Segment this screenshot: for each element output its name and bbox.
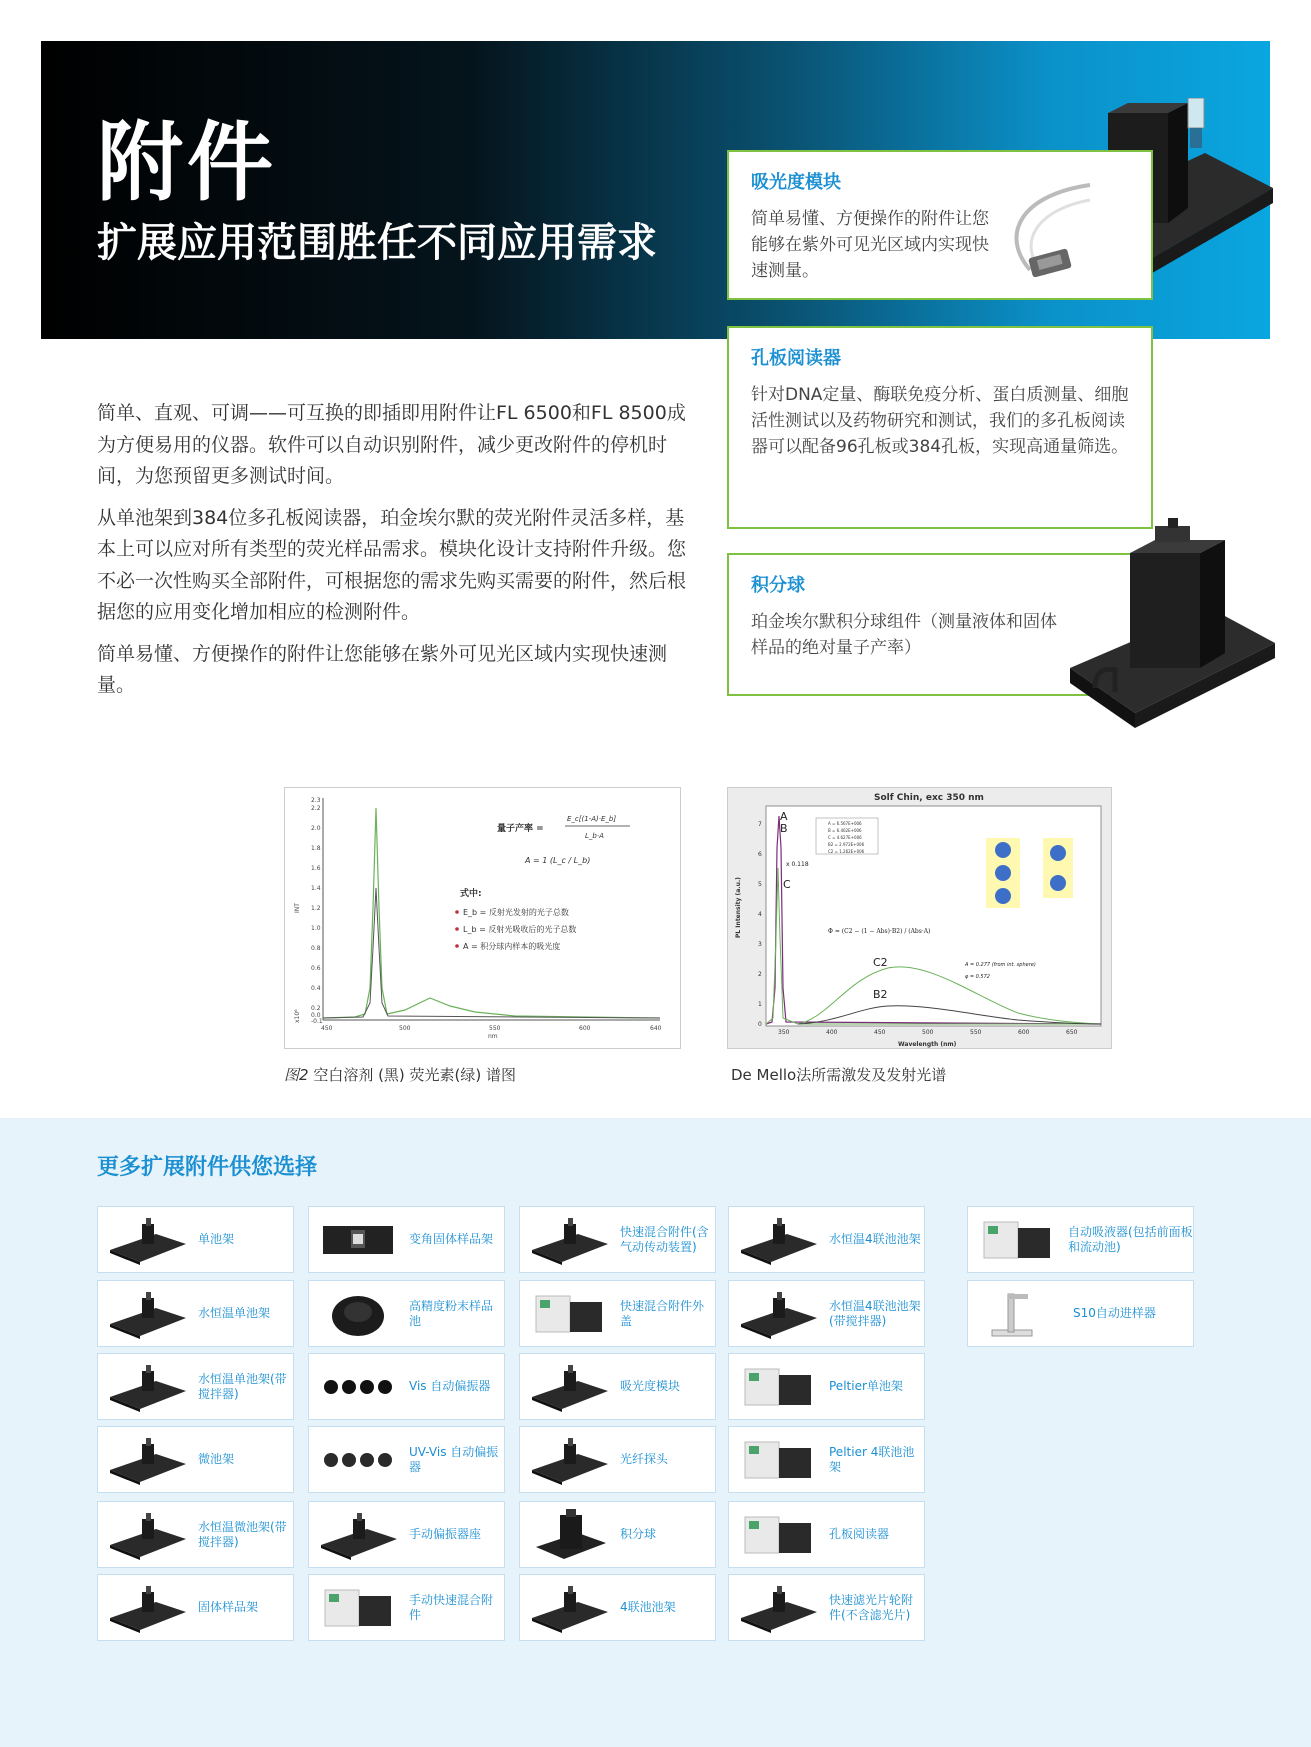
- accessory-thumbnail: [528, 1359, 610, 1414]
- formula-numerator: E_c[(1-A)·E_b]: [567, 815, 617, 823]
- formula-denominator: L_b·A: [585, 832, 604, 840]
- y-tick: 0.6: [311, 965, 321, 972]
- x-tick: 600: [1018, 1029, 1030, 1036]
- figure-2-caption: De Mello法所需激发及发射光谱: [731, 1066, 947, 1084]
- accessory-label: 吸光度模块: [620, 1379, 681, 1393]
- x-tick: 500: [922, 1029, 934, 1036]
- intro-paragraph-1: 简单、直观、可调——可互换的即插即用附件让FL 6500和FL 8500成为方便易用的仪器。软件可以自动识别附件，减少更改附件的停机时间，为您预留更多测试时间。: [97, 402, 686, 487]
- x-tick: 450: [874, 1029, 886, 1036]
- accessory-label: Peltier 4联池池架: [829, 1444, 915, 1474]
- accessory-card[interactable]: [728, 1353, 925, 1420]
- accessory-card[interactable]: [97, 1280, 294, 1347]
- intro-paragraph-2: 从单池架到384位多孔板阅读器，珀金埃尔默的荧光附件灵活多样，基本上可以应对所有类型的荧光样品需求。模块化设计支持附件升级。您不必一次性购买全部附件，可根据您的需求先购买需要的附件，然后根据您的应用变化增加相应的检测附件。: [97, 506, 687, 623]
- accessory-card[interactable]: [967, 1280, 1194, 1347]
- y-tick: 0.0: [311, 1012, 321, 1019]
- accessory-thumbnail: [106, 1286, 188, 1341]
- feature-text: 珀金埃尔默积分球组件（测量液体和固体样品的绝对量子产率）: [751, 612, 1057, 658]
- annotation: φ = 0.572: [965, 974, 990, 980]
- y-tick: 1.0: [311, 925, 321, 932]
- x-tick: 400: [826, 1029, 838, 1036]
- accessory-card[interactable]: [519, 1501, 716, 1568]
- accessory-thumbnail: [978, 1286, 1038, 1341]
- accessory-thumbnail: [106, 1507, 188, 1562]
- accessory-card[interactable]: [308, 1574, 505, 1641]
- y-axis-label: INT: [294, 903, 301, 913]
- accessory-thumbnail: [737, 1432, 819, 1487]
- accessory-thumbnail: [737, 1212, 819, 1267]
- accessory-label: 水恒温4联池池架: [829, 1232, 921, 1246]
- x-tick: 550: [489, 1025, 501, 1032]
- accessory-thumbnail: [317, 1580, 399, 1635]
- accessory-thumbnail: [317, 1359, 399, 1414]
- caption-figure-number: 图2: [284, 1066, 309, 1084]
- accessory-card[interactable]: [519, 1353, 716, 1420]
- accessory-thumbnail: [528, 1432, 610, 1487]
- feature-title: 孔板阅读器: [751, 348, 841, 369]
- accessory-card[interactable]: [519, 1206, 716, 1273]
- accessory-card[interactable]: [308, 1206, 505, 1273]
- page-subtitle: 扩展应用范围胜任不同应用需求: [97, 220, 657, 266]
- formula-label: 量子产率 =: [497, 824, 544, 834]
- accessory-card[interactable]: [97, 1353, 294, 1420]
- accessory-thumbnail: [528, 1286, 610, 1341]
- legend-item: C2 = 1.262E+006: [828, 849, 865, 854]
- figure-spectrum-1: [284, 787, 681, 1049]
- annotation: x 0.118: [786, 861, 809, 868]
- legend-item: E_b = 反射光发射的光子总数: [463, 908, 569, 917]
- accessory-thumbnail: [106, 1432, 188, 1487]
- peak-label: B2: [873, 988, 888, 1001]
- y-axis-exponent: x10⁶: [294, 1009, 301, 1023]
- accessory-card[interactable]: [728, 1426, 925, 1493]
- accessories-title: 更多扩展附件供您选择: [97, 1155, 318, 1180]
- spectrum-1-chart: [285, 788, 682, 1050]
- accessory-thumbnail: [737, 1286, 819, 1341]
- peak-label: B: [780, 822, 788, 835]
- y-tick: 2: [758, 971, 762, 978]
- accessory-label: 水恒温单池架: [198, 1306, 271, 1320]
- legend-item: B = 6.402E+006: [828, 828, 862, 833]
- accessory-label: 手动快速混合附件: [409, 1592, 494, 1622]
- y-tick: 1.6: [311, 865, 321, 872]
- y-tick: 1.2: [311, 905, 321, 912]
- intro-paragraph-3: 简单易懂、方便操作的附件让您能够在紫外可见光区域内实现快速测量。: [97, 642, 668, 696]
- y-tick: 7: [758, 821, 762, 828]
- accessory-label: 自动吸液器(包括前面板和流动池): [1068, 1224, 1193, 1254]
- accessory-card[interactable]: [308, 1280, 505, 1347]
- y-tick: -0.1: [311, 1018, 323, 1025]
- accessory-label: 光纤探头: [620, 1452, 669, 1466]
- x-tick: 550: [970, 1029, 982, 1036]
- y-tick: 2.2: [311, 805, 321, 812]
- accessory-thumbnail: [737, 1359, 819, 1414]
- y-tick: 5: [758, 881, 762, 888]
- accessory-card[interactable]: [308, 1353, 505, 1420]
- figure-1-caption: [284, 1064, 516, 1085]
- accessory-card[interactable]: [308, 1426, 505, 1493]
- peak-label: A: [780, 810, 788, 823]
- accessory-label: S10自动进样器: [1073, 1306, 1156, 1320]
- figure-spectrum-2: [727, 787, 1112, 1049]
- accessory-card[interactable]: [519, 1574, 716, 1641]
- accessory-label: 变角固体样品架: [409, 1232, 494, 1246]
- accessory-label: 快速混合附件外盖: [620, 1298, 705, 1328]
- y-tick: 0.2: [311, 1005, 321, 1012]
- formula-absorbance: A = 1 (L_c / L_b): [525, 856, 591, 865]
- accessory-card[interactable]: [97, 1206, 294, 1273]
- x-tick: 450: [321, 1025, 333, 1032]
- accessory-label: Peltier单池架: [829, 1379, 903, 1393]
- x-tick: 600: [579, 1025, 591, 1032]
- accessory-thumbnail: [106, 1212, 188, 1267]
- accessory-label: 快速滤光片轮附件(不含滤光片): [829, 1592, 914, 1622]
- accessory-card[interactable]: [967, 1206, 1194, 1273]
- y-tick: 1.4: [311, 885, 321, 892]
- spectrum-2-chart: [728, 788, 1113, 1050]
- y-tick: 0.8: [311, 945, 321, 952]
- caption-text: 空白溶剂 (黑) 荧光素(绿) 谱图: [308, 1066, 517, 1084]
- x-tick: 640: [650, 1025, 662, 1032]
- accessory-label: 手动偏振器座: [409, 1527, 482, 1541]
- legend-item: L_b = 反射光吸收后的光子总数: [463, 925, 577, 934]
- y-tick: 3: [758, 941, 762, 948]
- feature-text: 简单易懂、方便操作的附件让您能够在紫外可见光区域内实现快速测量。: [751, 209, 989, 281]
- accessory-thumbnail: [317, 1507, 399, 1562]
- accessory-thumbnail: [976, 1212, 1058, 1267]
- accessory-label: 固体样品架: [198, 1600, 259, 1614]
- accessory-card[interactable]: [308, 1501, 505, 1568]
- accessory-label: 水恒温单池架(带搅拌器): [198, 1371, 287, 1401]
- accessory-card[interactable]: [97, 1426, 294, 1493]
- chart-title: Solf Chin, exc 350 nm: [874, 793, 984, 803]
- accessory-card[interactable]: [519, 1280, 716, 1347]
- accessory-label: 水恒温微池架(带搅拌器): [198, 1519, 287, 1549]
- accessory-label: UV-Vis 自动偏振器: [409, 1444, 499, 1474]
- accessory-label: 单池架: [198, 1232, 235, 1246]
- accessory-label: 快速混合附件(含气动传动装置): [620, 1224, 709, 1254]
- absorbance-cable-image: [1000, 175, 1095, 285]
- feature-plate-reader: [727, 326, 1153, 529]
- feature-title: 吸光度模块: [751, 172, 841, 193]
- intro-text: [97, 398, 689, 712]
- y-tick: 6: [758, 851, 762, 858]
- accessory-label: 4联池池架: [620, 1600, 676, 1614]
- accessory-thumbnail: [737, 1580, 819, 1635]
- accessory-thumbnail: [106, 1359, 188, 1414]
- accessory-label: 微池架: [198, 1452, 235, 1466]
- y-tick: 2.3: [311, 797, 321, 804]
- accessory-label: 积分球: [620, 1527, 657, 1541]
- accessory-card[interactable]: [728, 1574, 925, 1641]
- legend-title: 式中:: [460, 889, 482, 899]
- y-tick: 4: [758, 911, 762, 918]
- feature-text: 针对DNA定量、酶联免疫分析、蛋白质测量、细胞活性测试以及药物研究和测试，我们的多孔板阅读器可以配备96孔板或384孔板，实现高通量筛选。: [751, 385, 1129, 457]
- y-tick: 0: [758, 1021, 762, 1028]
- x-tick: 350: [778, 1029, 790, 1036]
- x-axis-label: Wavelength (nm): [898, 1041, 957, 1048]
- x-axis-label: nm: [488, 1033, 498, 1040]
- accessory-label: 水恒温4联池池架(带搅拌器): [829, 1298, 921, 1328]
- y-axis-label: PL Intensity (a.u.): [735, 877, 742, 938]
- accessory-label: Vis 自动偏振器: [409, 1379, 491, 1393]
- accessory-thumbnail: [317, 1212, 399, 1267]
- legend-item: A = 6.567E+006: [828, 821, 862, 826]
- accessory-thumbnail: [737, 1507, 819, 1562]
- y-tick: 0.4: [311, 985, 321, 992]
- page-title: 附件: [97, 113, 277, 213]
- y-tick: 2.0: [311, 825, 321, 832]
- peak-label: C: [783, 878, 791, 891]
- accessory-thumbnail: [528, 1212, 610, 1267]
- accessory-thumbnail: [317, 1286, 399, 1341]
- accessory-card[interactable]: [97, 1501, 294, 1568]
- formula: Φ = (C2 − (1 − Abs)·B2) / (Abs·A): [828, 928, 931, 935]
- accessory-label: 高精度粉末样品池: [409, 1298, 494, 1328]
- accessory-card[interactable]: [728, 1206, 925, 1273]
- legend-item: A = 积分球内样本的吸光度: [463, 942, 561, 951]
- x-tick: 500: [399, 1025, 411, 1032]
- integrating-sphere-image: [1060, 518, 1275, 731]
- y-tick: 1: [758, 1001, 762, 1008]
- accessory-thumbnail: [317, 1432, 399, 1487]
- feature-title: 积分球: [751, 575, 805, 596]
- accessory-thumbnail: [528, 1507, 610, 1562]
- accessory-thumbnail: [528, 1580, 610, 1635]
- legend-item: B2 = 2.972E+006: [828, 842, 865, 847]
- peak-label: C2: [873, 956, 888, 969]
- y-tick: 1.8: [311, 845, 321, 852]
- accessory-label: 孔板阅读器: [829, 1527, 890, 1541]
- accessory-thumbnail: [106, 1580, 188, 1635]
- accessory-card[interactable]: [728, 1501, 925, 1568]
- annotation: A = 0.277 (from int. sphere): [965, 962, 1036, 968]
- accessory-card[interactable]: [97, 1574, 294, 1641]
- accessory-card[interactable]: [728, 1280, 925, 1347]
- x-tick: 650: [1066, 1029, 1078, 1036]
- legend-item: C = 4.627E+006: [828, 835, 862, 840]
- accessory-card[interactable]: [519, 1426, 716, 1493]
